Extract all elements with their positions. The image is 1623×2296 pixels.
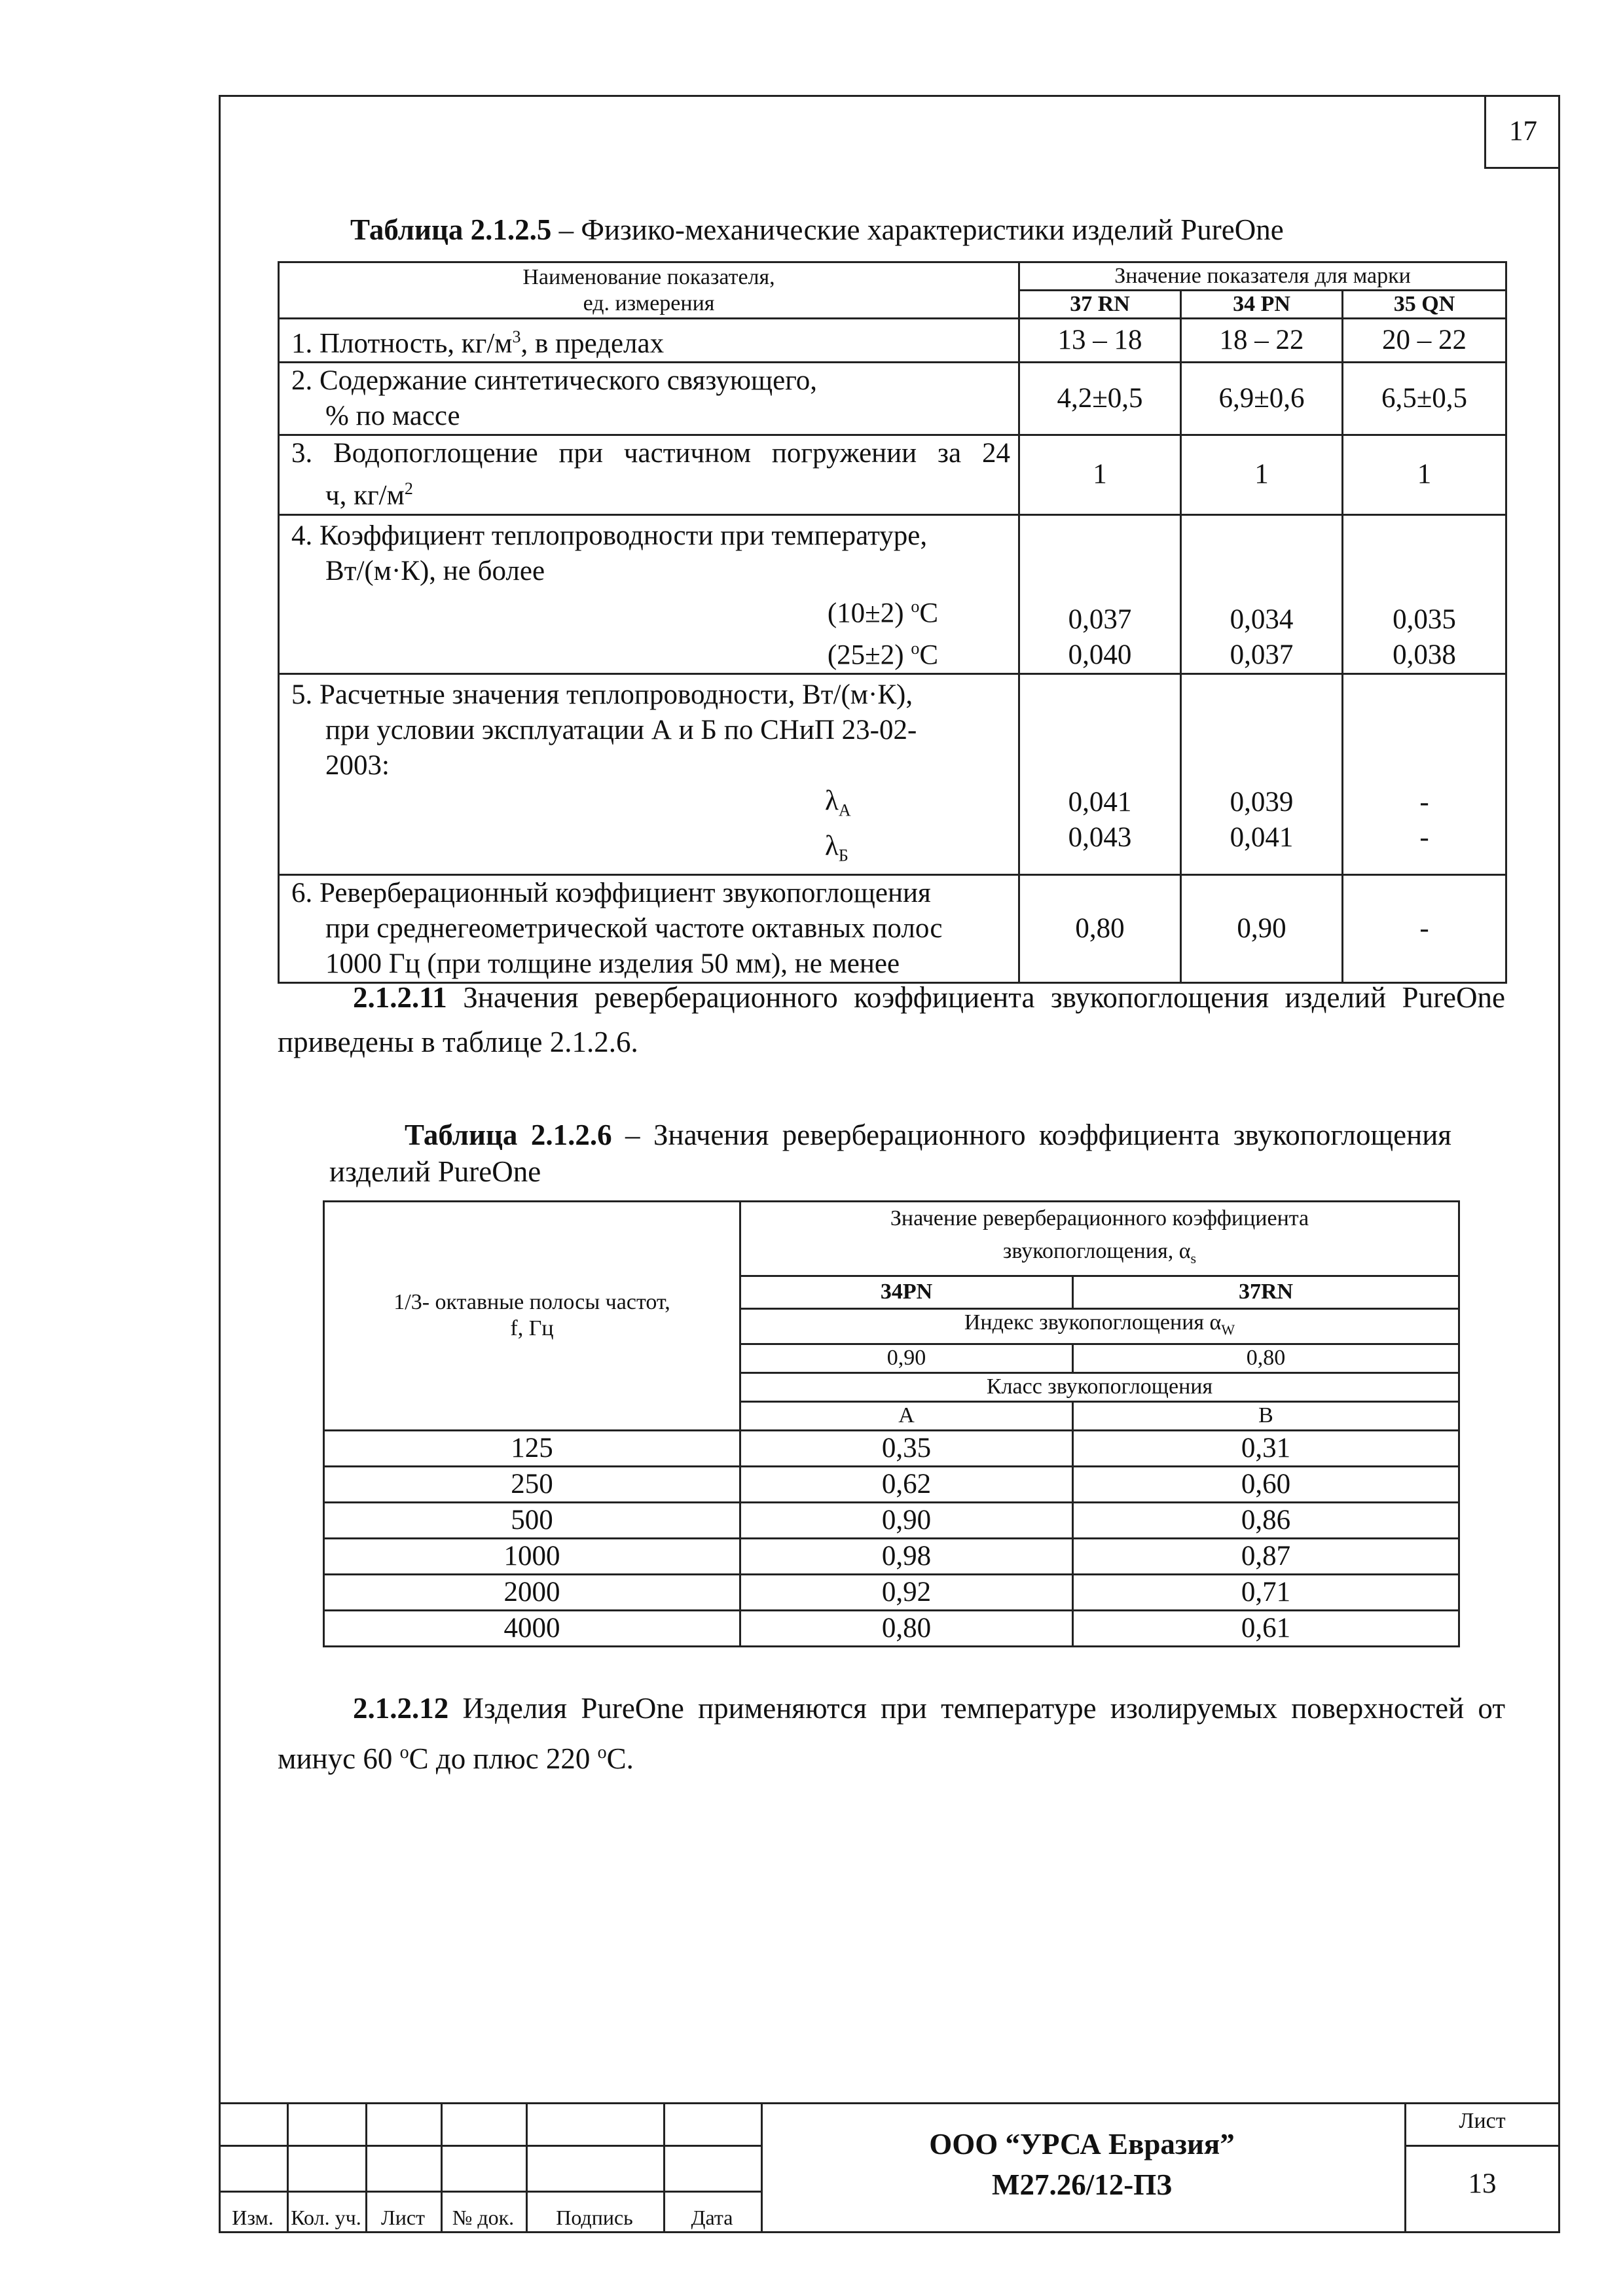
value-37rn: 0,86 (1073, 1502, 1459, 1538)
sheet-number: 13 (1468, 2168, 1497, 2199)
row4-label: 4. Коэффициент теплопроводности при температуре, Вт/(м·К), не более (10±2) $^о$С (25±2) $^о$С (279, 514, 1019, 674)
table-row (279, 319, 1506, 363)
table-row (324, 1610, 1459, 1646)
table1-caption-text: – Физико-механические характеристики изделий PureOne (551, 213, 1284, 246)
value-37rn: 0,87 (1073, 1538, 1459, 1574)
row1-v1: 13 – 18 (1019, 319, 1181, 363)
table-row (324, 1538, 1459, 1574)
row5-v3: - - (1343, 674, 1506, 874)
table-row (324, 1466, 1459, 1502)
freq-cell: 2000 (324, 1574, 740, 1610)
header-35qn: 35 QN (1343, 291, 1506, 319)
table2-caption-num: Таблица 2.1.2.6 (405, 1119, 612, 1151)
header-value: Значение показателя для марки (1019, 262, 1506, 291)
freq-cell: 250 (324, 1466, 740, 1502)
index-v1: 0,90 (740, 1344, 1073, 1372)
row3-v2: 1 (1181, 435, 1343, 514)
paragraph-2-1-2-12: 2.1.2.12 Изделия PureOne применяются при температуре изолируемых поверхностей от минус 60 $^о$С до плюс 220 $^о$С. (278, 1692, 1505, 1775)
table-row (279, 674, 1506, 874)
header-34pn: 34PN (740, 1276, 1073, 1308)
table-row (324, 1430, 1459, 1466)
properties-table (278, 261, 1507, 984)
header-indicator-name: Наименование показателя, ед. измерения (279, 262, 1019, 319)
header-frequency: 1/3- октавные полосы частот, f, Гц (324, 1202, 740, 1431)
row3-label: 3. Водопоглощение при частичном погружении за 24 ч, $кг/м^2$ (279, 435, 1019, 514)
value-34pn: 0,90 (740, 1502, 1073, 1538)
stamp-kol: Кол. уч. (291, 2206, 361, 2229)
table-row (279, 874, 1506, 982)
freq-cell: 4000 (324, 1610, 740, 1646)
row5-label: 5. Расчетные значения теплопроводности, Вт/(м·К), при условии эксплуатации А и Б по СНиП 23-02- 2003: $\lambda_А$ $\lambda_Б$ (279, 674, 1019, 874)
header-37rn: 37RN (1073, 1276, 1459, 1308)
row4-v3: 0,035 0,038 (1343, 514, 1506, 674)
value-34pn: 0,62 (740, 1466, 1073, 1502)
freq-cell: 500 (324, 1502, 740, 1538)
header-value: Значение реверберационного коэффициента звукопоглощения, $\alpha_s$ (740, 1202, 1459, 1276)
stamp-data: Дата (691, 2206, 733, 2229)
value-34pn: 0,92 (740, 1574, 1073, 1610)
table1-caption-num: Таблица 2.1.2.5 (350, 213, 552, 246)
table-row (279, 435, 1506, 514)
row4-v2: 0,034 0,037 (1181, 514, 1343, 674)
organization-block (759, 2124, 1404, 2205)
table-row (324, 1574, 1459, 1610)
freq-cell: 1000 (324, 1538, 740, 1574)
row2-v1: 4,2±0,5 (1019, 363, 1181, 435)
class-label: Класс звукопоглощения (740, 1372, 1459, 1401)
stamp-ndok: № док. (452, 2206, 515, 2229)
row3-v3: 1 (1343, 435, 1506, 514)
row5-v2: 0,039 0,041 (1181, 674, 1343, 874)
value-37rn: 0,31 (1073, 1430, 1459, 1466)
row1-v2: 18 – 22 (1181, 319, 1343, 363)
row6-v1: 0,80 (1019, 874, 1181, 982)
value-37rn: 0,71 (1073, 1574, 1459, 1610)
page-number: 17 (1484, 95, 1560, 169)
row2-label: 2. Содержание синтетического связующего, % по массе (279, 363, 1019, 435)
table-row (279, 514, 1506, 674)
row4-v1: 0,037 0,040 (1019, 514, 1181, 674)
row1-label: 1. Плотность, $кг/м^3$, в пределах (279, 319, 1019, 363)
class-v2: В (1073, 1401, 1459, 1430)
table2-caption: Таблица 2.1.2.6 – Значения реверберационного коэффициента звукопоглощения изделий PureOne (329, 1119, 1451, 1188)
paragraph-num: 2.1.2.12 (353, 1692, 449, 1725)
row2-v3: 6,5±0,5 (1343, 363, 1506, 435)
row1-v3: 20 – 22 (1343, 319, 1506, 363)
organization-name: ООО “УРСА Евразия” (929, 2128, 1235, 2161)
sheet-label: Лист (1459, 2109, 1506, 2133)
freq-cell: 125 (324, 1430, 740, 1466)
stamp-izm: Изм. (232, 2206, 274, 2229)
value-34pn: 0,98 (740, 1538, 1073, 1574)
index-label: Индекс звукопоглощения $\alpha_W$ (740, 1308, 1459, 1344)
row3-v1: 1 (1019, 435, 1181, 514)
index-v2: 0,80 (1073, 1344, 1459, 1372)
value-34pn: 0,80 (740, 1610, 1073, 1646)
table-row (324, 1502, 1459, 1538)
stamp-podpis: Подпись (556, 2206, 633, 2229)
value-37rn: 0,60 (1073, 1466, 1459, 1502)
row6-v3: - (1343, 874, 1506, 982)
value-34pn: 0,35 (740, 1430, 1073, 1466)
class-v1: А (740, 1401, 1073, 1430)
row2-v2: 6,9±0,6 (1181, 363, 1343, 435)
stamp-list: Лист (380, 2206, 425, 2229)
row6-label: 6. Реверберационный коэффициент звукопоглощения при среднегеометрической частоте октавных полос 1000 Гц (при толщине изделия 50 мм), не менее (279, 874, 1019, 982)
paragraph-num: 2.1.2.11 (353, 981, 447, 1014)
paragraph-2-1-2-11: 2.1.2.11 Значения реверберационного коэффициента звукопоглощения изделий PureOne приведены в таблице 2.1.2.6. (278, 981, 1505, 1058)
row6-v2: 0,90 (1181, 874, 1343, 982)
table1-caption (350, 213, 1284, 247)
document-code: М27.26/12-ПЗ (992, 2168, 1172, 2201)
value-37rn: 0,61 (1073, 1610, 1459, 1646)
sound-absorption-table (323, 1200, 1460, 1647)
row5-v1: 0,041 0,043 (1019, 674, 1181, 874)
table-row (279, 363, 1506, 435)
header-34pn: 34 PN (1181, 291, 1343, 319)
header-37rn: 37 RN (1019, 291, 1181, 319)
